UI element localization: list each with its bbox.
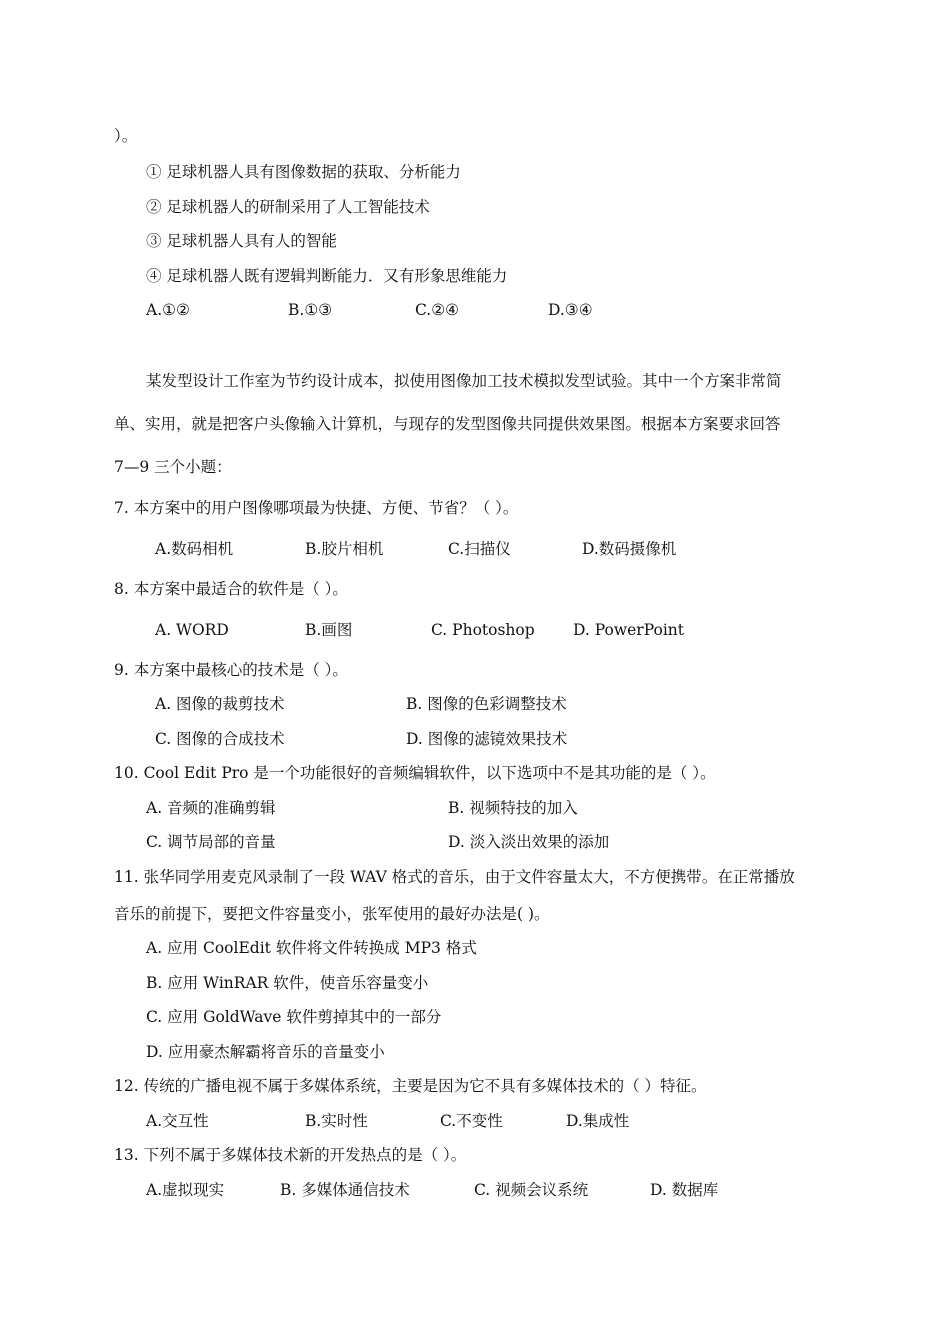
passage-line-3: 7—9 三个小题：	[114, 458, 232, 476]
statement-3: ③ 足球机器人具有人的智能	[146, 232, 337, 250]
question-7-option-c: C.扫描仪	[448, 540, 511, 558]
question-10-option-d: D. 淡入淡出效果的添加	[448, 833, 610, 851]
question-7-option-d: D.数码摄像机	[582, 540, 677, 558]
question-12-stem: 12. 传统的广播电视不属于多媒体系统，主要是因为它不具有多媒体技术的（ ）特征。	[114, 1077, 707, 1095]
question-9-option-c: C. 图像的合成技术	[155, 730, 285, 748]
question-8-option-c: C. Photoshop	[431, 621, 535, 639]
question-13-stem: 13. 下列不属于多媒体技术新的开发热点的是（ ）。	[114, 1146, 467, 1164]
prev-question-tail: ）。	[114, 127, 138, 145]
question-9-option-a: A. 图像的裁剪技术	[155, 695, 285, 713]
question-11-option-b: B. 应用 WinRAR 软件，使音乐容量变小	[146, 974, 429, 992]
question-10-option-c: C. 调节局部的音量	[146, 833, 276, 851]
question-13-option-a: A.虚拟现实	[146, 1181, 225, 1199]
prev-option-a: A.①②	[146, 301, 190, 319]
question-12-option-c: C.不变性	[440, 1112, 503, 1130]
question-10-option-a: A. 音频的准确剪辑	[146, 799, 276, 817]
question-11-option-c: C. 应用 GoldWave 软件剪掉其中的一部分	[146, 1008, 442, 1026]
question-13-option-d: D. 数据库	[650, 1181, 719, 1199]
question-13-option-b: B. 多媒体通信技术	[280, 1181, 410, 1199]
question-9-option-b: B. 图像的色彩调整技术	[406, 695, 567, 713]
statement-4: ④ 足球机器人既有逻辑判断能力．又有形象思维能力	[146, 267, 508, 285]
question-8-option-d: D. PowerPoint	[573, 621, 685, 639]
question-8-option-b: B.画图	[305, 621, 353, 639]
passage-line-2: 单、实用，就是把客户头像输入计算机，与现存的发型图像共同提供效果图。根据本方案要求回答	[114, 415, 781, 433]
question-13-option-c: C. 视频会议系统	[474, 1181, 589, 1199]
question-11-option-d: D. 应用豪杰解霸将音乐的音量变小	[146, 1043, 385, 1061]
question-11-option-a: A. 应用 CoolEdit 软件将文件转换成 MP3 格式	[146, 939, 477, 957]
question-9-stem: 9. 本方案中最核心的技术是（ ）。	[114, 661, 348, 679]
prev-option-d: D.③④	[548, 301, 593, 319]
question-12-option-a: A.交互性	[146, 1112, 209, 1130]
statement-2: ② 足球机器人的研制采用了人工智能技术	[146, 198, 430, 216]
question-11-stem-line-2: 音乐的前提下，要把文件容量变小，张军使用的最好办法是( )。	[114, 905, 550, 923]
question-10-stem: 10. Cool Edit Pro 是一个功能很好的音频编辑软件，以下选项中不是其功能的是（ ）。	[114, 764, 716, 782]
question-9-option-d: D. 图像的滤镜效果技术	[406, 730, 568, 748]
question-7-stem: 7. 本方案中的用户图像哪项最为快捷、方便、节省？（ ）。	[114, 499, 519, 517]
prev-option-c: C.②④	[415, 301, 460, 319]
statement-1: ① 足球机器人具有图像数据的获取、分析能力	[146, 163, 461, 181]
question-12-option-b: B.实时性	[305, 1112, 368, 1130]
question-7-option-b: B.胶片相机	[305, 540, 384, 558]
prev-option-b: B.①③	[288, 301, 333, 319]
question-12-option-d: D.集成性	[566, 1112, 630, 1130]
question-8-stem: 8. 本方案中最适合的软件是（ ）。	[114, 580, 348, 598]
question-10-option-b: B. 视频特技的加入	[448, 799, 578, 817]
question-11-stem-line-1: 11. 张华同学用麦克风录制了一段 WAV 格式的音乐，由于文件容量太大，不方便携带。在正常播放	[114, 868, 795, 886]
question-8-option-a: A. WORD	[155, 621, 229, 639]
question-7-option-a: A.数码相机	[155, 540, 234, 558]
passage-line-1: 某发型设计工作室为节约设计成本，拟使用图像加工技术模拟发型试验。其中一个方案非常简	[146, 372, 782, 390]
